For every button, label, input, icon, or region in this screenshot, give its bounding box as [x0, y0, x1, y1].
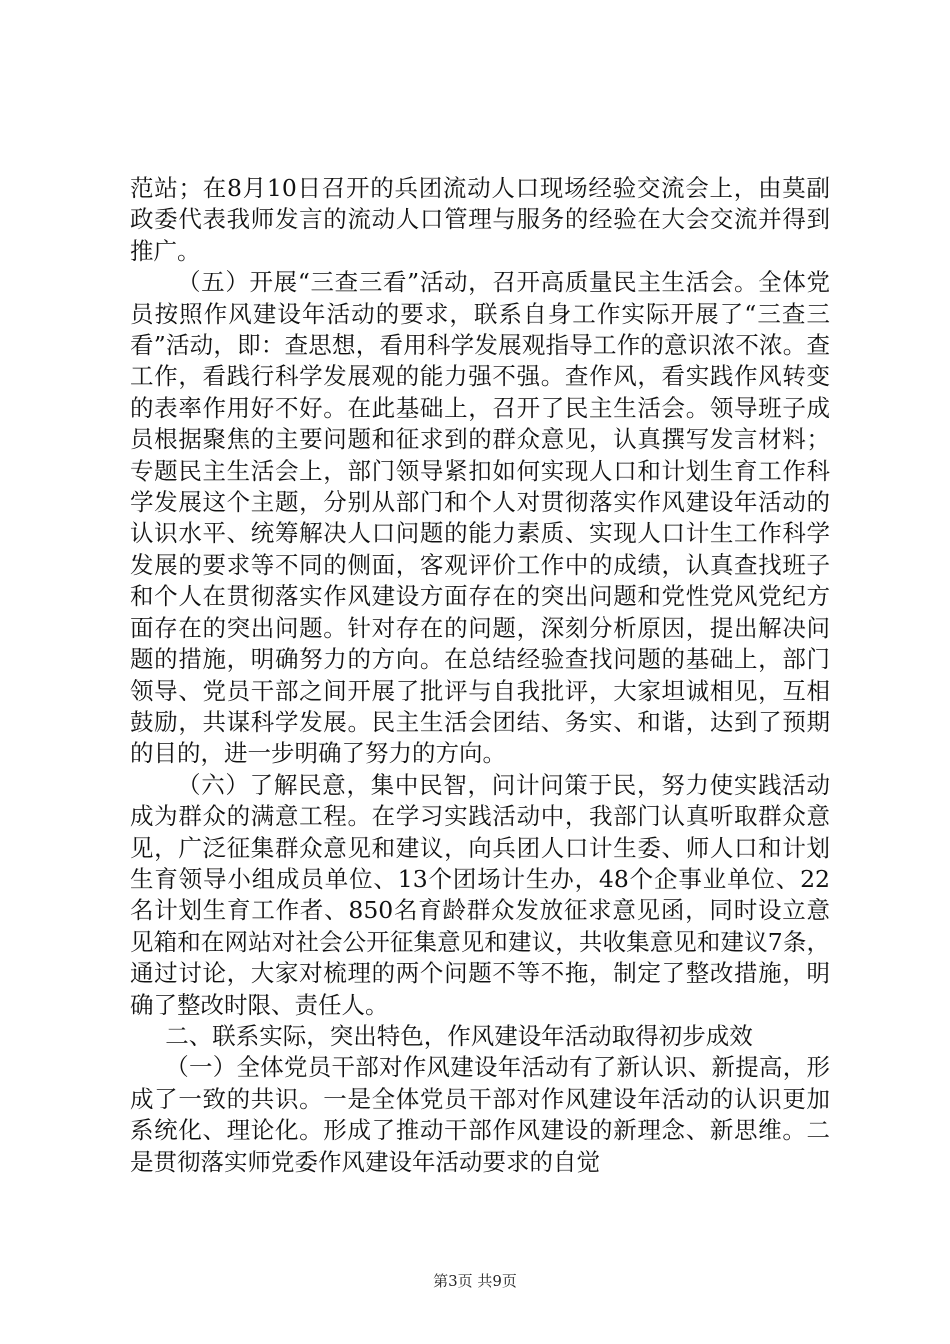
section-heading: 二、联系实际，突出特色，作风建设年活动取得初步成效 [165, 1021, 753, 1050]
paragraph-1: 范站；在8月10日召开的兵团流动人口现场经验交流会上，由莫副政委代表我师发言的流动人口管理与服务的经验在大会交流并得到推广。 [130, 174, 830, 265]
paragraph-2: （五）开展“三查三看”活动，召开高质量民主生活会。全体党员按照作风建设年活动的要求，联系自身工作实际开展了“三查三看”活动，即：查思想，看用科学发展观指导工作的意识浓不浓。查工作，看践行科学发展观的能力强不强。查作风，看实践作风转变的表率作用好不好。在此基础上，召开了民主生活会。领导班子成员根据聚焦的主要问题和征求到的群众意见，认真撰写发言材料；专题民主生活会上，部门领导紧扣如何实现人口和计划生育工作科学发展这个主题，分别从部门和个人对贯彻落实作风建设年活动的认识水平、统筹解决人口问题的能力素质、实现人口计生工作科学发展的要求等不同的侧面，客观评价工作中的成绩，认真查找班子和个人在贯彻落实作风建设方面存在的突出问题和党性党风党纪方面存在的突出问题。针对存在的问题，深刻分析原因，提出解决问题的措施，明确努力的方向。在总结经验查找问题的基础上，部门领导、党员干部之间开展了批评与自我批评，大家坦诚相见，互相鼓励，共谋科学发展。民主生活会团结、务实、和谐，达到了预期的目的，进一步明确了努力的方向。 [130, 268, 830, 768]
paragraph-4: （一）全体党员干部对作风建设年活动有了新认识、新提高，形成了一致的共识。一是全体党员干部对作风建设年活动的认识更加系统化、理论化。形成了推动干部作风建设的新理念、新思维。二是贯彻落实师党委作风建设年活动要求的自觉 [130, 1053, 830, 1176]
document-body [130, 173, 830, 1178]
page-number-footer: 第3页 共9页 [433, 1272, 517, 1290]
paragraph-3: （六）了解民意，集中民智，问计问策于民，努力使实践活动成为群众的满意工程。在学习实践活动中，我部门认真听取群众意见，广泛征集群众意见和建议，向兵团人口计生委、师人口和计划生育领导小组成员单位、13个团场计生办，48个企事业单位、22名计划生育工作者、850名育龄群众发放征求意见函，同时设立意见箱和在网站对社会公开征集意见和建议，共收集意见和建议7条，通过讨论，大家对梳理的两个问题不等不拖，制定了整改措施，明确了整改时限、责任人。 [130, 770, 830, 1019]
